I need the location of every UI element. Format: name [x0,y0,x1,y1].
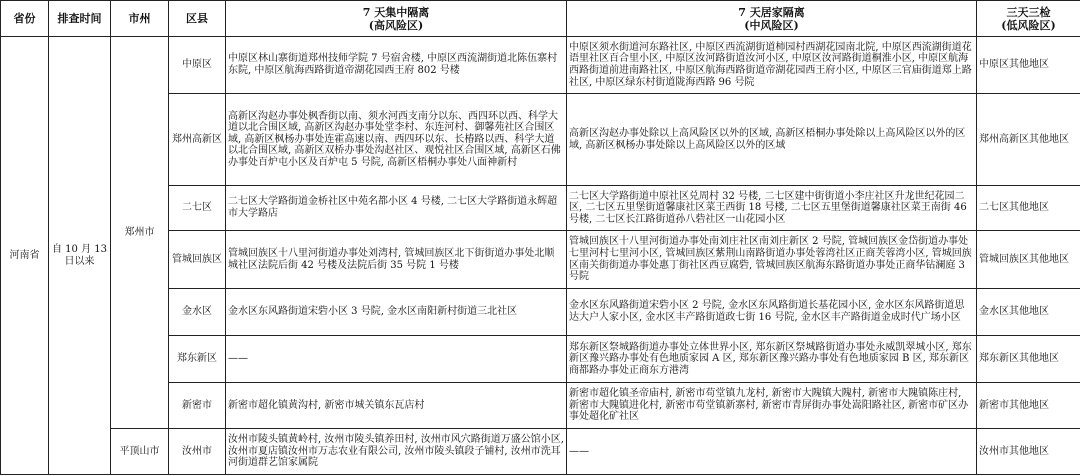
table-row [1,429,1080,475]
header-city: 市州 [111,1,169,37]
mid-risk-cell: 中原区须水街道河东路社区, 中原区西流湖街道柿园村西湖花园南北院, 中原区西流湖街道花语里社区百合里小区, 中原区汝河路街道汝河小区, 中原区汝河路街道桐淮小区, 中原区航海西路街道前进南路社区, 中原区航海西路街道帝湖花园西王府小区, 中原区三官庙街道郑上路社区, 中原区绿东村街道陇海西路 96 号院 [567,37,977,94]
header-high-risk [226,1,567,37]
header-time: 排查时间 [49,1,111,37]
low-risk-cell: 新密市其他地区 [977,383,1080,429]
header-mid-title: 7 天居家隔离 [738,5,805,19]
header-low-title: 三天三检 [1006,5,1051,19]
high-risk-cell: 中原区林山寨街道郑州技师学院 7 号宿舍楼, 中原区西流湖街道北陈伍寨村东院, 中原区航海西路街道帝湖花园西王府 802 号楼 [226,37,567,94]
low-risk-cell: 中原区其他地区 [977,37,1080,94]
district-cell: 二七区 [169,186,226,231]
time-cell: 自 10 月 13 日以来 [49,37,111,475]
header-high-sub: (高风险区) [368,18,424,32]
low-risk-cell: 郑东新区其他地区 [977,336,1080,383]
city-zhengzhou: 郑州市 [111,37,169,429]
mid-risk-cell: 新密市超化镇圣帝庙村, 新密市苟堂镇九龙村, 新密市大隗镇大隗村, 新密市大隗镇陈庄村, 新密市大隗镇进化村, 新密市苟堂镇新寨村, 新密市青屏街办事处嵩阳路社区, 新密市矿区办事处超化矿社区 [567,383,977,429]
mid-risk-cell: 管城回族区十八里河街道办事处南刘庄社区南刘庄新区 2 号院, 管城回族区金岱街道办事处七里河村七里河小区, 管城回族区紫荆山南路街道办事处蓉湾社区正商芙蓉湾小区, 管城回族区南关街街道办事处惠丁街社区西豆腐砦, 管城回族区航海东路街道办事处正商华钻澜庭 3 号院 [567,231,977,289]
header-low-risk [977,1,1080,37]
header-province: 省份 [1,1,49,37]
low-risk-cell: 管城回族区其他地区 [977,231,1080,289]
low-risk-cell: 金水区其他地区 [977,289,1080,336]
header-mid-sub: (中风险区) [744,18,799,32]
low-risk-cell: 郑州高新区其他地区 [977,94,1080,186]
low-risk-cell: 二七区其他地区 [977,186,1080,231]
mid-risk-cell: 郑东新区祭城路街道办事处立体世界小区, 郑东新区祭城路街道办事处永威凯翠城小区, 郑东新区豫兴路办事处有色地质家园 A 区, 郑东新区豫兴路办事处有色地质家园 B 区, 郑东新区商都路办事处正商东方港湾 [567,336,977,383]
high-risk-cell: 汝州市陵头镇黄岭村, 汝州市陵头镇养田村, 汝州市风穴路街道万盛公馆小区, 汝州市夏店镇汝州市万志农业有限公司, 汝州市陵头镇段子铺村, 汝州市洗耳河街道群艺馆家属院 [226,429,567,475]
high-risk-cell: 管城回族区十八里河街道办事处刘湾村, 管城回族区北下街街道办事处北顺城社区法院后街 42 号楼及法院后街 35 号院 1 号楼 [226,231,567,289]
table-row [1,37,1080,94]
mid-risk-cell: 高新区沟赵办事处除以上高风险区以外的区域, 高新区梧桐办事处除以上高风险区以外的区域, 高新区枫杨办事处除以上高风险区以外的区域 [567,94,977,186]
district-cell: 金水区 [169,289,226,336]
header-district: 区县 [169,1,226,37]
low-risk-cell: 汝州市其他地区 [977,429,1080,475]
header-mid-risk [567,1,977,37]
header-high-title: 7 天集中隔离 [362,5,430,19]
high-risk-cell: 金水区东风路街道宋砦小区 3 号院, 金水区南阳新村街道三北社区 [226,289,567,336]
mid-risk-cell: —— [567,429,977,475]
high-risk-cell: 高新区沟赵办事处枫香街以南、须水河西支南分以东、西四环以西、科学大道以北合围区域, 高新区沟赵办事处堂李村、东连河村、御馨苑社区合围区域, 高新区枫杨办事处连霍高速以南、西四环以东、长椿路以西、科学大道以北合围区域, 高新区双桥办事处沟赵社区、观悦社区合围区域, 高新区石佛办事处百炉屯小区及百炉屯 5 号院, 高新区梧桐办事处八面神新村 [226,94,567,186]
district-cell: 管城回族区 [169,231,226,289]
city-pingdingshan: 平顶山市 [111,429,169,475]
high-risk-cell: —— [226,336,567,383]
high-risk-cell: 新密市超化镇黄沟村, 新密市城关镇东瓦店村 [226,383,567,429]
district-cell: 新密市 [169,383,226,429]
high-risk-cell: 二七区大学路街道金桥社区中苑名都小区 4 号楼, 二七区大学路街道永辉超市大学路店 [226,186,567,231]
district-cell: 汝州市 [169,429,226,475]
district-cell: 郑州高新区 [169,94,226,186]
district-cell: 中原区 [169,37,226,94]
mid-risk-cell: 二七区大学路街道中原社区兑周村 32 号楼, 二七区建中街街道小李庄社区升龙世纪花园二区, 二七区五里堡街道馨康社区菜王西街 18 号楼, 二七区五里堡街道馨康社区菜王南街 46 号楼, 二七区长江路街道孙八砦社区一山花园小区 [567,186,977,231]
province-cell: 河南省 [1,37,49,475]
header-low-sub: (低风险区) [1001,18,1056,32]
district-cell: 郑东新区 [169,336,226,383]
mid-risk-cell: 金水区东风路街道宋砦小区 2 号院, 金水区东风路街道长基花园小区, 金水区东风路街道思达大户人家小区, 金水区丰产路街道政七街 16 号院, 金水区丰产路街道金成时代广场小区 [567,289,977,336]
